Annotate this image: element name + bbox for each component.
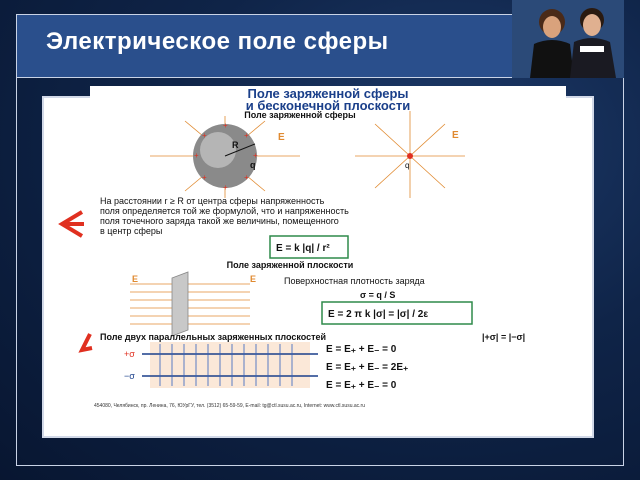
formula-outside-top: E = E₊ + E₋ = 0 [326,344,397,355]
svg-text:+: + [244,173,249,182]
minus-sigma-label: −σ [124,371,135,381]
decorative-photo [512,0,624,78]
formula-between: E = E₊ + E₋ = 2E₊ [326,362,409,373]
svg-text:+: + [202,173,207,182]
red-arrow-lower-icon [76,330,96,360]
formula-plane: E = 2 π k |σ| = |σ| / 2ε [328,309,429,320]
figure-heading-2: и бесконечной плоскости [245,98,411,113]
point-charge-diagram [355,111,465,198]
point-field-label: E [452,130,459,141]
formula-outside-bottom: E = E₊ + E₋ = 0 [326,380,397,391]
section-sphere-label: Поле заряженной сферы [244,110,356,120]
footer-text: 454080, Челябинск, пр. Ленина, 76, ЮУрГУ, тел. (3512) 65-59-59, E-mail: tg@ctl.susu.ac.ru, Internet: www.ctl.susu.ac.ru [94,403,365,409]
formula-sigma: σ = q / S [360,290,396,300]
sphere-radius-label: R [232,140,239,150]
sphere-field-label: E [278,132,285,143]
section-two-planes-label: Поле двух параллельных заряженных плоскостей [100,332,327,342]
section-plane-label: Поле заряженной плоскости [226,260,354,270]
text-line-3: поля точечного заряда такой же величины, помещенного [100,216,339,226]
svg-text:+: + [223,121,228,130]
plus-sigma-label: +σ [124,349,135,359]
formula-point-charge: E = k |q| / r² [276,243,330,254]
figure-heading-1: Поле заряженной сферы [247,86,409,101]
charged-plane-diagram [130,272,256,336]
two-planes-diagram [124,342,318,388]
plane-field-label-left: E [132,274,139,284]
svg-text:+: + [194,151,199,160]
svg-text:+: + [244,131,249,140]
point-charge-label: q [405,161,410,170]
svg-text:+: + [253,151,258,160]
text-line-1: На расстоянии r ≥ R от центра сферы напряженность [100,196,325,206]
svg-text:+: + [202,131,207,140]
svg-text:+: + [223,183,228,192]
plane-field-label-right: E [250,274,257,284]
text-line-2: поля определяется той же формулой, что и напряженность [100,206,349,216]
sphere-charge-label: q [250,160,256,170]
slide-title: Электрическое поле сферы [46,28,389,55]
two-planes-condition: |+σ| = |−σ| [482,332,526,342]
physics-figure [90,86,566,410]
surface-density-label: Поверхностная плотность заряда [284,276,425,286]
charged-sphere-diagram [150,116,300,198]
text-line-4: в центр сферы [100,226,163,236]
red-arrow-upper-icon [56,206,86,246]
